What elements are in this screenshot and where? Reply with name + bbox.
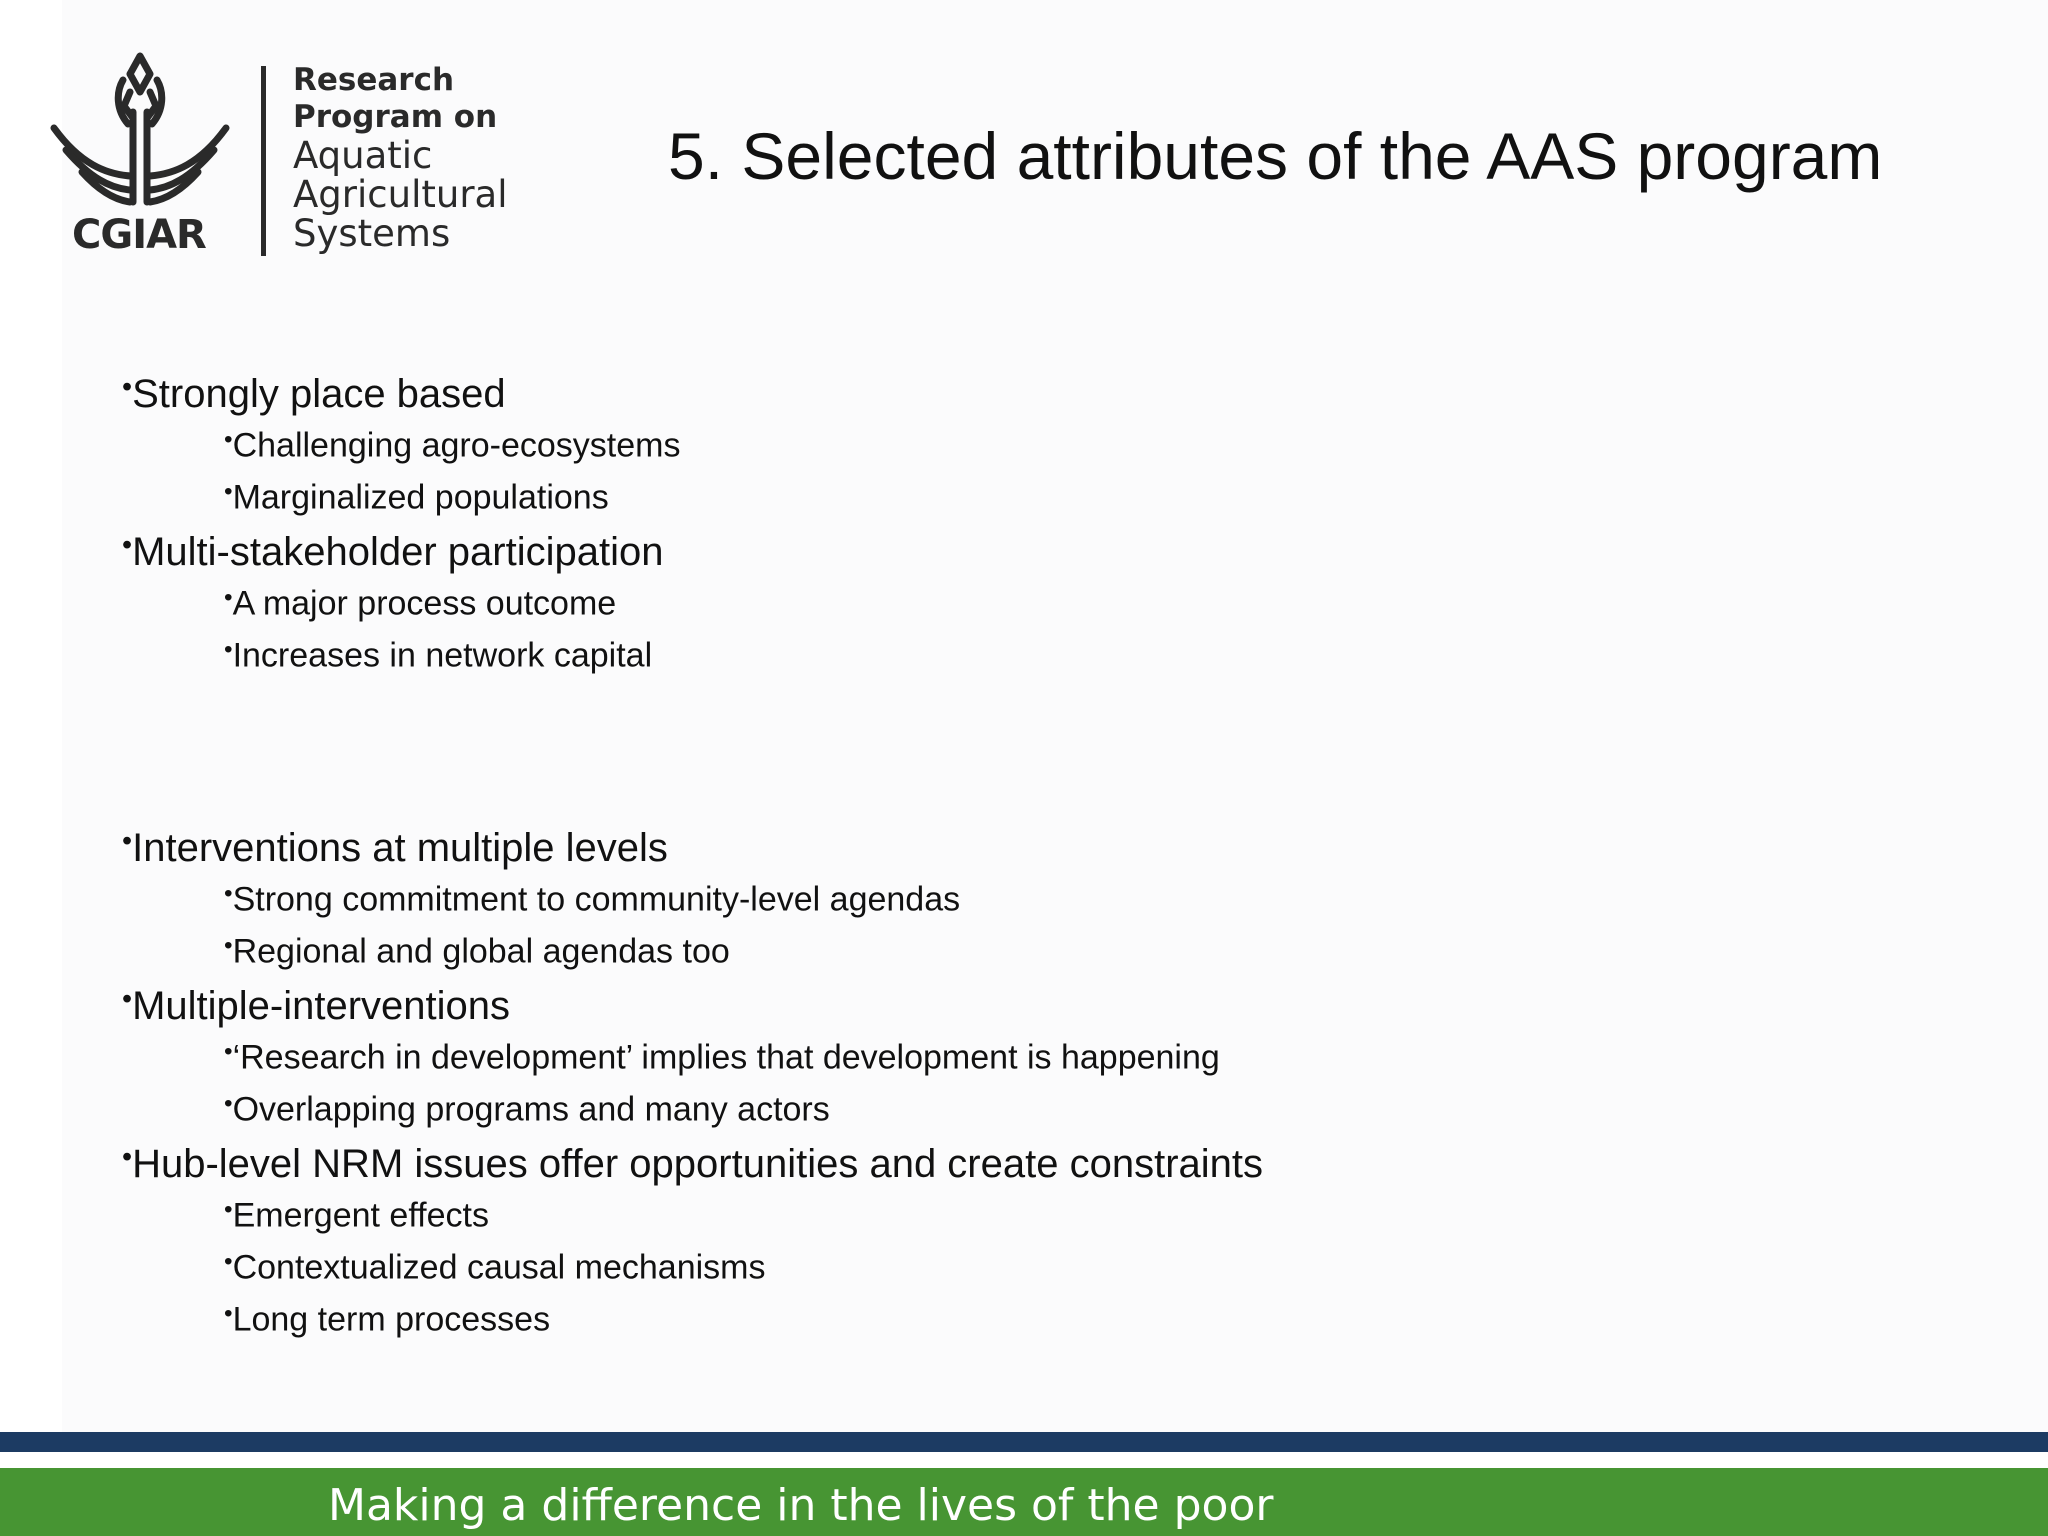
bullet-icon: • [122, 983, 133, 1015]
sub-bullet-text: Overlapping programs and many actors [232, 1090, 830, 1129]
footer-separator [0, 1452, 2048, 1468]
bullet-icon: • [224, 426, 233, 453]
sub-bullet-item [122, 624, 1822, 676]
footer-green-band [0, 1468, 2048, 1536]
bullet-icon: • [122, 371, 133, 403]
cgiar-logo [50, 52, 510, 262]
sub-bullet-item [122, 572, 1822, 624]
sub-bullet-text: Challenging agro-ecosystems [232, 426, 681, 465]
bullet-text: Multi-stakeholder participation [132, 529, 664, 574]
program-name-line-3: Aquatic [293, 134, 433, 177]
group-spacer [122, 676, 1822, 814]
bullet-icon: • [122, 1141, 133, 1173]
bullet-item [122, 972, 1822, 1026]
cgiar-wheat-logo-icon [50, 52, 230, 222]
cgiar-wordmark: CGIAR [72, 212, 206, 258]
program-name-line-5: Systems [293, 212, 451, 255]
bullet-icon: • [224, 880, 233, 907]
sub-bullet-item [122, 1026, 1822, 1078]
bullet-text: Strongly place based [132, 371, 506, 416]
bullet-group-1 [122, 360, 1822, 676]
sub-bullet-item [122, 1236, 1822, 1288]
sub-bullet-text: A major process outcome [232, 584, 617, 623]
sub-bullet-item [122, 466, 1822, 518]
bullet-list [122, 360, 1822, 1340]
bullet-item [122, 814, 1822, 868]
bullet-icon: • [224, 636, 233, 663]
footer-navy-band [0, 1432, 2048, 1452]
sub-bullet-text: Strong commitment to community-level agendas [232, 880, 961, 919]
sub-bullet-text: Regional and global agendas too [232, 932, 730, 971]
program-name-line-2: Program on [293, 99, 498, 135]
bullet-icon: • [224, 478, 233, 505]
bullet-icon: • [224, 1090, 233, 1117]
bullet-text: Interventions at multiple levels [132, 825, 668, 870]
bullet-icon: • [224, 1300, 233, 1327]
bullet-group-2 [122, 814, 1822, 1340]
bullet-text: Multiple-interventions [132, 983, 511, 1028]
sub-bullet-text: Contextualized causal mechanisms [232, 1248, 766, 1287]
program-name [293, 62, 507, 253]
sub-bullet-item [122, 1078, 1822, 1130]
bullet-item [122, 360, 1822, 414]
sub-bullet-item [122, 920, 1822, 972]
bullet-text: Hub-level NRM issues offer opportunities and create constraints [132, 1141, 1264, 1186]
sub-bullet-item [122, 1288, 1822, 1340]
sub-bullet-text: ‘Research in development’ implies that development is happening [232, 1038, 1220, 1077]
bullet-item [122, 1130, 1822, 1184]
logo-divider [261, 66, 266, 256]
sub-bullet-text: Increases in network capital [232, 636, 653, 675]
sub-bullet-text: Marginalized populations [232, 478, 609, 517]
sub-bullet-item [122, 1184, 1822, 1236]
program-name-line-4: Agricultural [293, 173, 508, 216]
bullet-icon: • [224, 584, 233, 611]
sub-bullet-item [122, 868, 1822, 920]
footer-tagline: Making a difference in the lives of the poor [328, 1480, 1274, 1531]
bullet-icon: • [224, 1196, 233, 1223]
slide-title: 5. Selected attributes of the AAS program [668, 119, 1883, 193]
bullet-item [122, 518, 1822, 572]
sub-bullet-text: Emergent effects [232, 1196, 489, 1235]
bullet-icon: • [122, 529, 133, 561]
sub-bullet-item [122, 414, 1822, 466]
sub-bullet-text: Long term processes [232, 1300, 551, 1339]
bullet-icon: • [224, 932, 233, 959]
bullet-icon: • [224, 1248, 233, 1275]
program-name-line-1: Research [293, 62, 455, 98]
bullet-icon: • [122, 825, 133, 857]
bullet-icon: • [224, 1038, 233, 1065]
